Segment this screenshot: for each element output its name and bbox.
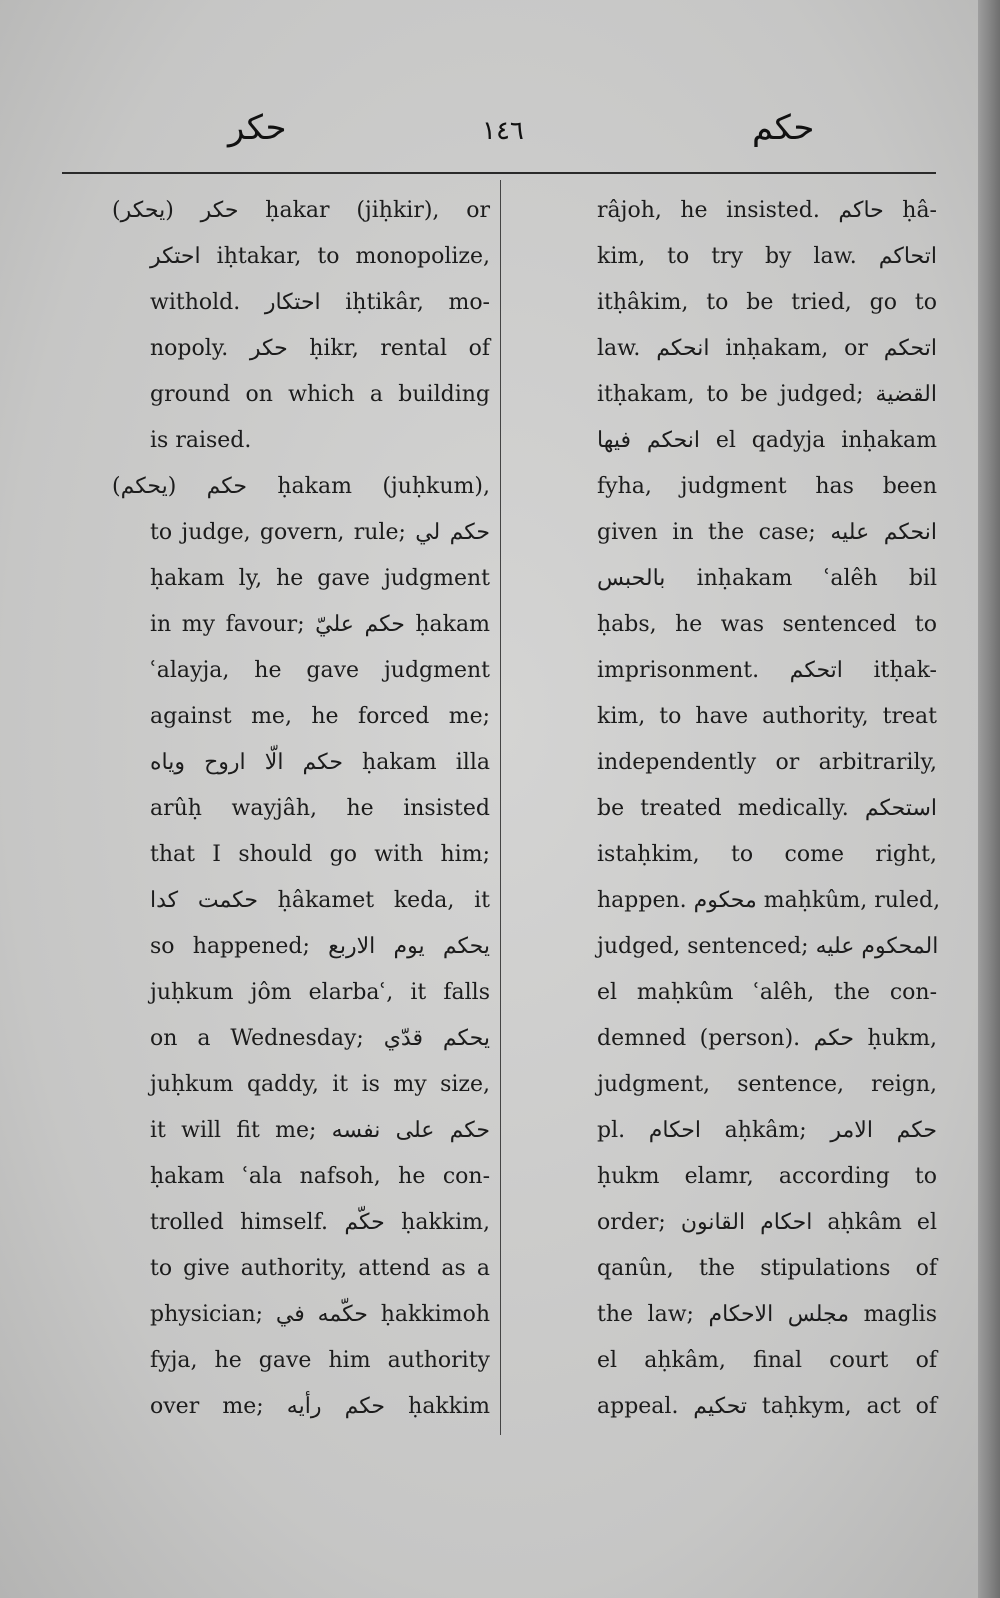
text-line: judgment, sentence, reign, <box>597 1072 937 1097</box>
text-line: ʿalayja, he gave judgment <box>150 658 490 683</box>
text-line: ground on which a building <box>150 382 490 407</box>
text-line: juḥkum qaddy, it is my size, <box>150 1072 490 1097</box>
text-line: itḥâkim, to be tried, go to <box>597 290 937 315</box>
text-line: it will fit me; حكم على نفسه <box>150 1118 490 1143</box>
text-line: demned (person). حكم ḥukm, <box>597 1026 937 1051</box>
text-line: juḥkum jôm elarbaʿ, it falls <box>150 980 490 1005</box>
text-line: fyha, judgment has been <box>597 474 937 499</box>
text-line: ḥabs, he was sentenced to <box>597 612 937 637</box>
column-divider <box>500 180 501 1435</box>
running-head-left: حكر <box>228 108 287 148</box>
header-rule <box>62 172 936 174</box>
text-line: pl. احكام aḥkâm; حكم الامر <box>597 1118 937 1143</box>
text-line: withold. احتكار iḥtikâr, mo- <box>150 290 490 315</box>
text-line: be treated medically. استحكم <box>597 796 937 821</box>
text-line: against me, he forced me; <box>150 704 490 729</box>
text-line: istaḥkim, to come right, <box>597 842 937 867</box>
text-line: happen. محكوم maḥkûm, ruled, <box>597 888 941 913</box>
text-line: is raised. <box>150 428 252 453</box>
text-line: el maḥkûm ʿalêh, the con- <box>597 980 937 1005</box>
book-spine-shadow <box>978 0 1000 1598</box>
text-line: independently or arbitrarily, <box>597 750 937 775</box>
text-line: appeal. تحكيم taḥkym, act of <box>597 1394 937 1419</box>
text-line: fyja, he gave him authority <box>150 1348 490 1373</box>
text-line: احتكر iḥtakar, to monopolize, <box>150 244 490 269</box>
text-line: on a Wednesday; يحكم قدّي <box>150 1026 490 1051</box>
text-line: given in the case; انحكم عليه <box>597 520 937 545</box>
text-line: حكمت كدا ḥâkamet keda, it <box>150 888 490 913</box>
text-line: so happened; يحكم يوم الاربع <box>150 934 490 959</box>
text-line: nopoly. حكر ḥikr, rental of <box>150 336 490 361</box>
text-line: qanûn, the stipulations of <box>597 1256 937 1281</box>
text-line: that I should go with him; <box>150 842 490 867</box>
text-line: انحكم فيها el qadyja inḥakam <box>597 428 937 453</box>
text-line: the law; مجلس الاحكام maglis <box>597 1302 937 1327</box>
text-line: over me; حكم رأيه ḥakkim <box>150 1394 490 1419</box>
text-line: judged, sentenced; المحكوم عليه <box>597 934 939 959</box>
text-line: law. انحكم inḥakam, or اتحكم <box>597 336 937 361</box>
text-line: arûḥ wayjâh, he insisted <box>150 796 490 821</box>
text-line: imprisonment. اتحكم itḥak- <box>597 658 937 683</box>
text-line: el aḥkâm, final court of <box>597 1348 937 1373</box>
text-line: trolled himself. حكّم ḥakkim, <box>150 1210 490 1235</box>
text-line: kim, to try by law. اتحاكم <box>597 244 937 269</box>
text-line: حكم (يحكم) ḥakam (juḥkum), <box>112 474 490 499</box>
text-line: order; احكام القانون aḥkâm el <box>597 1210 937 1235</box>
right-column <box>597 188 941 1430</box>
text-line: ḥakam ly, he gave judgment <box>150 566 490 591</box>
text-line: بالحبس inḥakam ʿalêh bil <box>597 566 937 591</box>
text-line: in my favour; حكم عليّ ḥakam <box>150 612 490 637</box>
text-line: حكر (يحكر) ḥakar (jiḥkir), or <box>112 198 490 223</box>
running-head-right: حكم <box>752 108 815 148</box>
text-line: itḥakam, to be judged; القضية <box>597 382 937 407</box>
text-line: to judge, govern, rule; حكم لي <box>150 520 490 545</box>
text-line: physician; حكّمه في ḥakkimoh <box>150 1302 490 1327</box>
page-number: ١٤٦ <box>482 116 524 146</box>
text-line: ḥakam ʿala nafsoh, he con- <box>150 1164 490 1189</box>
text-line: حكم الّا اروح وياه ḥakam illa <box>150 750 490 775</box>
text-line: to give authority, attend as a <box>150 1256 490 1281</box>
text-line: kim, to have authority, treat <box>597 704 937 729</box>
left-column <box>112 188 490 1430</box>
text-line: râjoh, he insisted. حاكم ḥâ- <box>597 198 937 223</box>
text-line: ḥukm elamr, according to <box>597 1164 937 1189</box>
